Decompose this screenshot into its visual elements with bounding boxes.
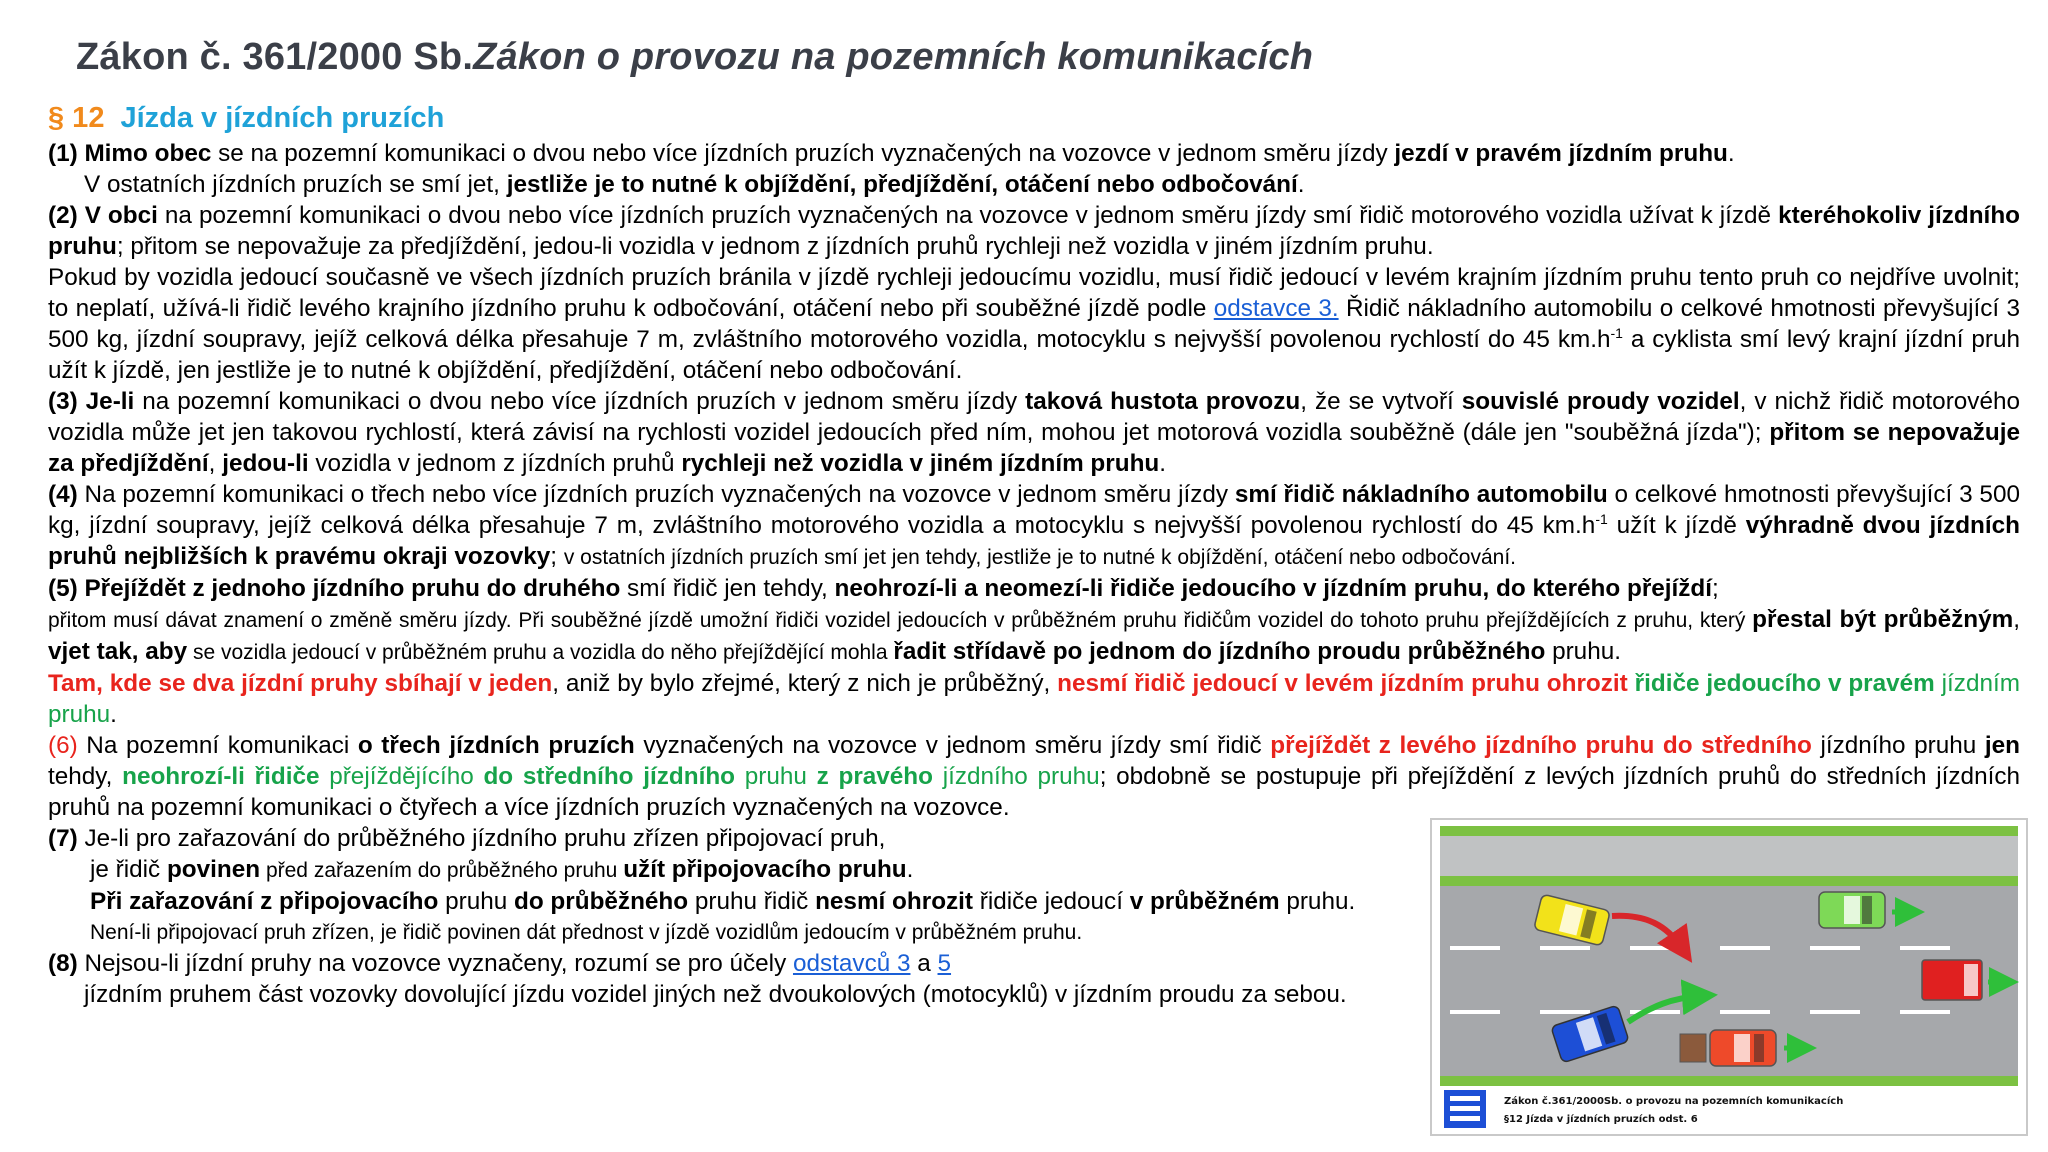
paragraph-5-merge: Tam, kde se dva jízdní pruhy sbíhají v jeden, aniž by bylo zřejmé, který z nich je průběžný, nesmí řidič jedoucí v levém jízdním pruhu ohrozit řidiče jedoucího v pravém jízdním pruhu. xyxy=(48,670,2020,728)
diagram-svg xyxy=(1432,820,2026,1134)
paragraph-5-continued: přitom musí dávat znamení o změně směru jízdy. Při souběžné jízdě umožní řidiči vozidel jedoucích v průběžném pruhu řidičům vozidel do tohoto pruhu přejíždějících z pruhu, který přestal být průběžným, vjet tak, aby se vozidla jedoucí v průběžném pruhu a vozidla do něho přejíždějící mohla řadit střídavě po jednom do jízdního proudu průběžného pruhu. xyxy=(48,606,2020,665)
paragraph-5: (5) Přejíždět z jednoho jízdního pruhu do druhého smí řidič jen tehdy, neohrozí-li a neomezí-li řidiče jedoucího v jízdním pruhu, do kterého přejíždí; xyxy=(48,575,1719,602)
paragraph-7-duty: je řidič povinen před zařazením do průběžného pruhu užít připojovacího pruhu. xyxy=(90,856,914,883)
link-odstavce-3[interactable]: odstavce 3. xyxy=(1213,295,1339,322)
section-name: Jízda v jízdních pruzích xyxy=(120,102,445,134)
diagram-green-strip xyxy=(1440,876,2018,886)
diagram-header-bar xyxy=(1440,836,2018,876)
paragraph-6: (6) Na pozemní komunikaci o třech jízdních pruzích vyznačených na vozovce v jednom směru jízdy smí řidič přejíždět z levého jízdního pruhu do středního jízdního pruhu jen tehdy, neohrozí-li řidiče přejíždějícího do středního jízdního pruhu z pravého jízdního pruhu; obdobně se postupuje při přejíždění z levých jízdních pruhů do středních jízdních pruhů na pozemní komunikaci o čtyřech a více jízdních pruzích vyznačených na vozovce. xyxy=(48,732,2020,821)
paragraph-7: (7) Je-li pro zařazování do průběžného jízdního pruhu zřízen připojovací pruh, xyxy=(48,825,886,852)
diagram-top-verge xyxy=(1440,826,2018,836)
page-title xyxy=(76,36,1313,79)
diagram-bottom-verge xyxy=(1440,1076,2018,1086)
paragraph-8-continued: jízdním pruhem část vozovky dovolující jízdu vozidel jiných než dvoukolových (motocyklů) v jízdním proudu za sebou. xyxy=(84,981,1347,1008)
paragraph-8: (8) Nejsou-li jízdní pruhy na vozovce vyznačeny, rozumí se pro účely odstavců 3 a 5 xyxy=(48,950,952,977)
diagram-caption-2: §12 Jízda v jízdních pruzích odst. 6 xyxy=(1504,1114,1698,1125)
section-heading xyxy=(48,102,444,135)
paragraph-7-merge: Při zařazování z připojovacího pruhu do průběžného pruhu řidič nesmí ohrozit řidiče jedoucí v průběžném pruhu. xyxy=(90,888,1356,915)
green-car xyxy=(1819,892,1885,928)
paragraph-7-no-lane: Není-li připojovací pruh zřízen, je řidič povinen dát přednost v jízdě vozidlům jedoucím v průběžném pruhu. xyxy=(90,921,1083,944)
law-name: Zákon o provozu na pozemních komunikacích xyxy=(473,36,1314,78)
section-number: § 12 xyxy=(48,102,105,134)
paragraph-4: (4) Na pozemní komunikaci o třech nebo více jízdních pruzích vyznačených na vozovce v jednom směru jízdy smí řidič nákladního automobilu o celkové hmotnosti převyšující 3 500 kg, jízdní soupravy, jejíž celková délka přesahuje 7 m, zvláštního motorového vozidla a motocyklu s nejvyšší povolenou rychlostí do 45 $km.h^{-1}$ užít k jízdě výhradně dvou jízdních pruhů nejbližších k pravému okraji vozovky; v ostatních jízdních pruzích smí jet jen tehdy, jestliže je to nutné k objíždění, otáčení nebo odbočování. xyxy=(48,481,2020,570)
red-truck xyxy=(1922,960,1982,1000)
red-car-trailer xyxy=(1680,1030,1776,1066)
paragraph-2-continued: Pokud by vozidla jedoucí současně ve všech jízdních pruzích bránila v jízdě rychleji jedoucímu vozidlu, musí řidič jedoucí v levém krajním jízdním pruhu tento pruh co nejdříve uvolnit; to neplatí, užívá-li řidič levého krajního jízdního pruhu k odbočování, otáčení nebo při souběžné jízdě podle odstavce 3. Řidič nákladního automobilu o celkové hmotnosti převyšující 3 500 kg, jízdní soupravy, jejíž celková délka přesahuje 7 m, zvláštního motorového vozidla, motocyklu s nejvyšší povolenou rychlostí do 45 $km.h^{-1}$ a cyklista smí levý krajní jízdní pruh užít k jízdě, jen jestliže je to nutné k objíždění, předjíždění, otáčení nebo odbočování. xyxy=(48,264,2020,384)
traffic-sign-icon xyxy=(1444,1090,1486,1128)
link-odstavce-5[interactable]: 5 xyxy=(937,950,952,977)
link-odstavcu-3[interactable]: odstavců 3 xyxy=(792,950,911,977)
paragraph-1: (1) Mimo obec se na pozemní komunikaci o dvou nebo více jízdních pruzích vyznačených na vozovce v jednom směru jízdy jezdí v pravém jízdním pruhu. xyxy=(48,140,1735,167)
paragraph-2: (2) V obci na pozemní komunikaci o dvou nebo více jízdních pruzích vyznačených na vozovce v jednom směru jízdy smí řidič motorového vozidla užívat k jízdě kteréhokoliv jízdního pruhu; přitom se nepovažuje za předjíždění, jedou-li vozidla v jednom z jízdních pruhů rychleji než vozidla v jiném jízdním pruhu. xyxy=(48,202,2020,260)
lane-change-diagram xyxy=(1430,818,2028,1136)
paragraph-1-continued: V ostatních jízdních pruzích se smí jet, jestliže je to nutné k objíždění, předjíždění, otáčení nebo odbočování. xyxy=(84,171,1305,198)
law-number: Zákon č. 361/2000 Sb. xyxy=(76,36,474,78)
diagram-caption-1: Zákon č.361/2000Sb. o provozu na pozemních komunikacích xyxy=(1504,1096,1844,1107)
paragraph-3: (3) Je-li na pozemní komunikaci o dvou nebo více jízdních pruzích v jednom směru jízdy taková hustota provozu, že se vytvoří souvislé proudy vozidel, v nichž řidič motorového vozidla může jet jen takovou rychlostí, která závisí na rychlosti vozidel jedoucích před ním, mohou jet motorová vozidla souběžně (dále jen "souběžná jízda"); přitom se nepovažuje za předjíždění, jedou-li vozidla v jednom z jízdních pruhů rychleji než vozidla v jiném jízdním pruhu. xyxy=(48,388,2020,477)
paragraphs-7-8 xyxy=(48,823,1433,1010)
